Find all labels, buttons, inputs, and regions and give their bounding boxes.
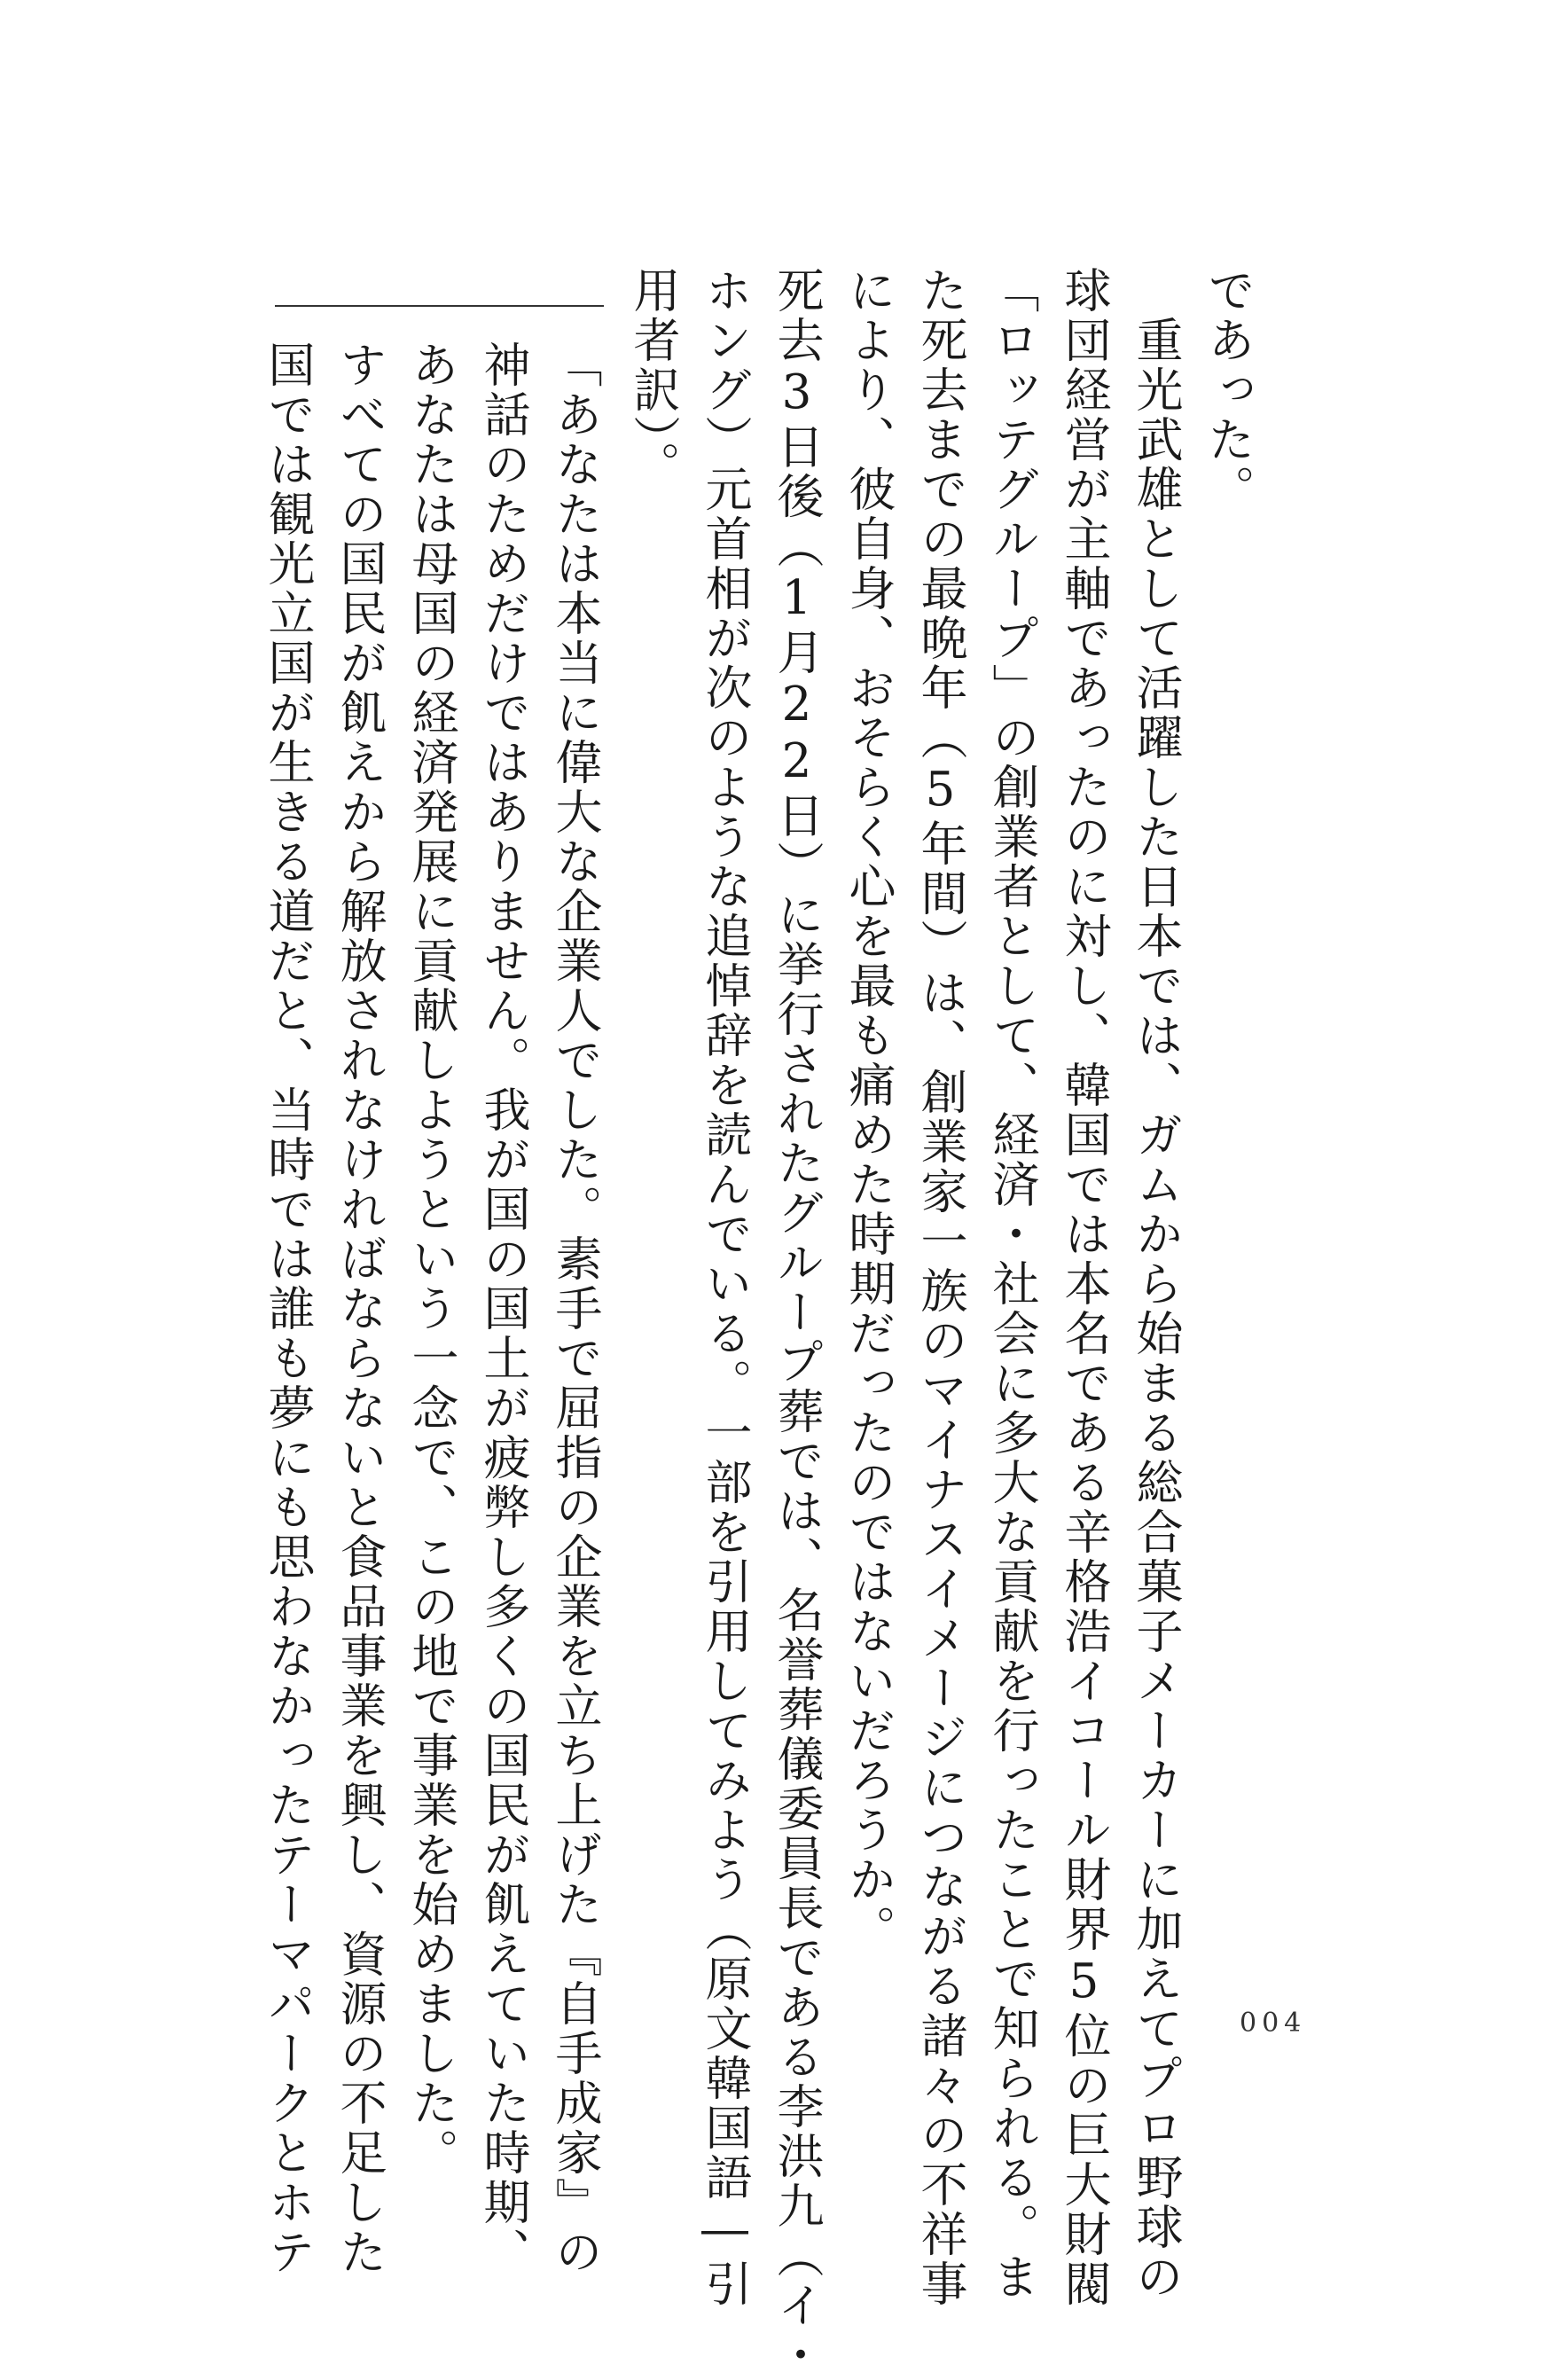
body-line-7: 死去3日後（1月22日）に挙行されたグループ葬では、名誉葬儀委員長である李洪九（イ・ bbox=[770, 266, 824, 2380]
quote-line-1: 「あなたは本当に偉大な企業人でした。素手で屈指の企業を立ち上げた『自手成家』の bbox=[548, 341, 602, 2277]
quote-line-5: 国では観光立国が生きる道だと、当時では誰も夢にも思わなかったテーマパークとホテ bbox=[261, 341, 315, 2277]
section-divider bbox=[275, 305, 604, 307]
page-number: 004 bbox=[1240, 2008, 1307, 2039]
quote-line-4: すべての国民が飢えから解放されなければならないと食品事業を興し、資源の不足した bbox=[333, 341, 387, 2277]
body-line-2: 重光武雄として活躍した日本では、ガムから始まる総合菓子メーカーに加えてプロ野球の bbox=[1129, 266, 1183, 2302]
body-line-6: により、彼自身、おそらく心を最も痛めた時期だったのではないだろうか。 bbox=[841, 266, 896, 1954]
body-line-8: ホング）元首相が次のような追悼辞を読んでいる。一部を引用してみよう（原文韓国語―引 bbox=[698, 266, 752, 2309]
body-line-1: であった。 bbox=[1201, 266, 1255, 514]
quote-line-3: あなたは母国の経済発展に貢献しようという一念で、この地で事業を始めました。 bbox=[404, 341, 458, 2178]
quote-line-2: 神話のためだけではありません。我が国の国土が疲弊し多くの国民が飢えていた時期、 bbox=[476, 341, 530, 2277]
body-line-3: 球団経営が主軸であったのに対し、韓国では本名である辛格浩イコール財界5位の巨大財閥 bbox=[1057, 266, 1111, 2309]
body-line-9: 用者訳）。 bbox=[626, 266, 680, 491]
body-line-5: た死去までの最晩年（5年間）は、創業家一族のマイナスイメージにつながる諸々の不祥事 bbox=[913, 266, 967, 2309]
body-line-4: 「ロッテグループ」の創業者として、経済・社会に多大な貢献を行ったことで知られる。ま bbox=[985, 266, 1039, 2302]
